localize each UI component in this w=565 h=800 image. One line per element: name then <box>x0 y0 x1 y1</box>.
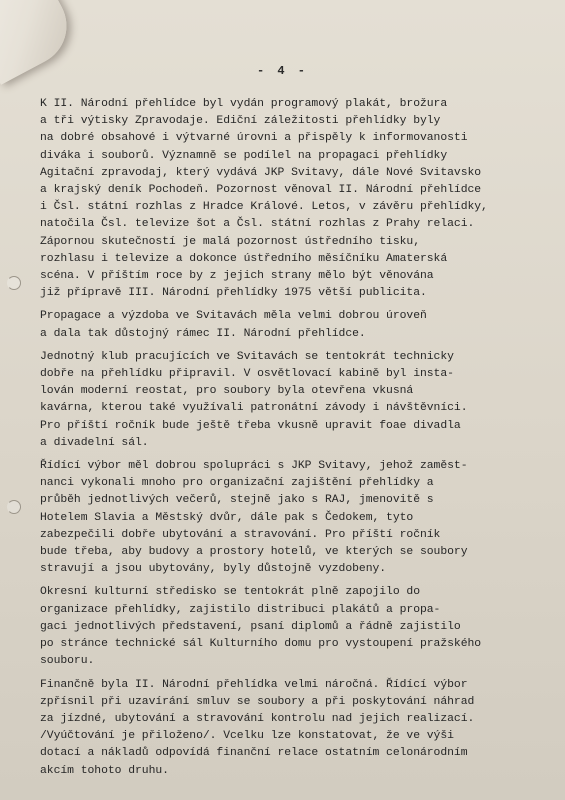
text-line: a divadelní sál. <box>40 436 149 449</box>
paragraph <box>40 677 540 780</box>
text-line: průběh jednotlivých večerů, stejně jako s RAJ, jmenovitě s <box>40 494 434 507</box>
text-line: akcím tohoto druhu. <box>40 764 169 777</box>
text-line: Finančně byla II. Národní přehlídka velmi náročná. Řídící výbor <box>40 678 468 691</box>
text-line: za jízdné, ubytování a stravování kontrolu nad jejich realizací. <box>40 712 475 725</box>
text-line: souboru. <box>40 655 95 668</box>
document-body <box>40 96 540 786</box>
text-line: Jednotný klub pracujících ve Svitavách se tentokrát technicky <box>40 350 454 363</box>
text-line: dobře na přehlídku připravil. V osvětlovací kabině byl insta- <box>40 368 454 381</box>
text-line: a tři výtisky Zpravodaje. Ediční záležitosti přehlídky byly <box>40 115 441 128</box>
text-line: Propagace a výzdoba ve Svitavách měla velmi dobrou úroveň <box>40 310 427 323</box>
text-line: gaci jednotlivých představení, psaní diplomů a řádně zajistilo <box>40 620 461 633</box>
text-line: stravují a jsou ubytovány, byly důstojně vyzdobeny. <box>40 563 387 576</box>
text-line: i Čsl. státní rozhlas z Hradce Králové. Letos, v závěru přehlídky, <box>40 201 488 214</box>
text-line: rozhlasu i televize a dokonce ústředního měsíčníku Amaterská <box>40 252 448 265</box>
text-line: Okresní kulturní středisko se tentokrát plně zapojilo do <box>40 586 420 599</box>
text-line: Hotelem Slavia a Městský dvůr, dále pak s Čedokem, tyto <box>40 511 414 524</box>
punch-hole <box>7 500 21 514</box>
text-line: Zápornou skutečností je malá pozornost ústředního tisku, <box>40 235 420 248</box>
paragraph <box>40 308 540 342</box>
text-line: po stránce technické sál Kulturního domu pro vystoupení pražského <box>40 638 482 651</box>
text-line: již přípravě III. Národní přehlídky 1975 větší publicita. <box>40 287 427 300</box>
text-line: zpřísnil při uzavírání smluv se soubory a při poskytování náhrad <box>40 695 475 708</box>
text-line: nanci vykonali mnoho pro organizační zajištění přehlídky a <box>40 477 434 490</box>
text-line: organizace přehlídky, zajistilo distribuci plakátů a propa- <box>40 603 441 616</box>
text-line: na dobré obsahové i výtvarné úrovni a přispěly k informovanosti <box>40 132 468 145</box>
text-line: a krajský deník Pochodeň. Pozornost věnoval II. Národní přehlídce <box>40 184 482 197</box>
text-line: dotací a nákladů odpovídá finanční relace ostatním celonárodním <box>40 747 468 760</box>
text-line: /Vyúčtování je přiloženo/. Vcelku lze konstatovat, že ve výši <box>40 730 454 743</box>
text-line: Agitační zpravodaj, který vydává JKP Svitavy, dále Nové Svitavsko <box>40 166 482 179</box>
text-line: lován moderní reostat, pro soubory byla otevřena vkusná <box>40 385 414 398</box>
paragraph <box>40 96 540 302</box>
page-number: - 4 - <box>256 64 308 78</box>
text-line: diváka i souborů. Významně se podílel na propagaci přehlídky <box>40 149 448 162</box>
text-line: scéna. V příštím roce by z jejich strany mělo být věnována <box>40 270 434 283</box>
punch-hole <box>7 276 21 290</box>
text-line: natočila Čsl. televize šot a Čsl. státní rozhlas z Prahy relaci. <box>40 218 475 231</box>
text-line: K II. Národní přehlídce byl vydán programový plakát, brožura <box>40 98 448 110</box>
text-line: a dala tak důstojný rámec II. Národní přehlídce. <box>40 327 366 340</box>
text-line: Řídící výbor měl dobrou spolupráci s JKP Svitavy, jehož zaměst- <box>40 460 468 473</box>
paragraph <box>40 584 540 670</box>
paragraph <box>40 349 540 452</box>
text-line: Pro příští ročník bude ještě třeba vkusně upravit foae divadla <box>40 419 461 432</box>
paragraph <box>40 458 540 578</box>
text-line: kavárna, kterou také využívali patronátní závody i návštěvníci. <box>40 402 468 415</box>
text-line: bude třeba, aby budovy a prostory hotelů, ve kterých se soubory <box>40 546 468 559</box>
text-line: zabezpečili dobře ubytování a stravování. Pro příští ročník <box>40 528 441 541</box>
